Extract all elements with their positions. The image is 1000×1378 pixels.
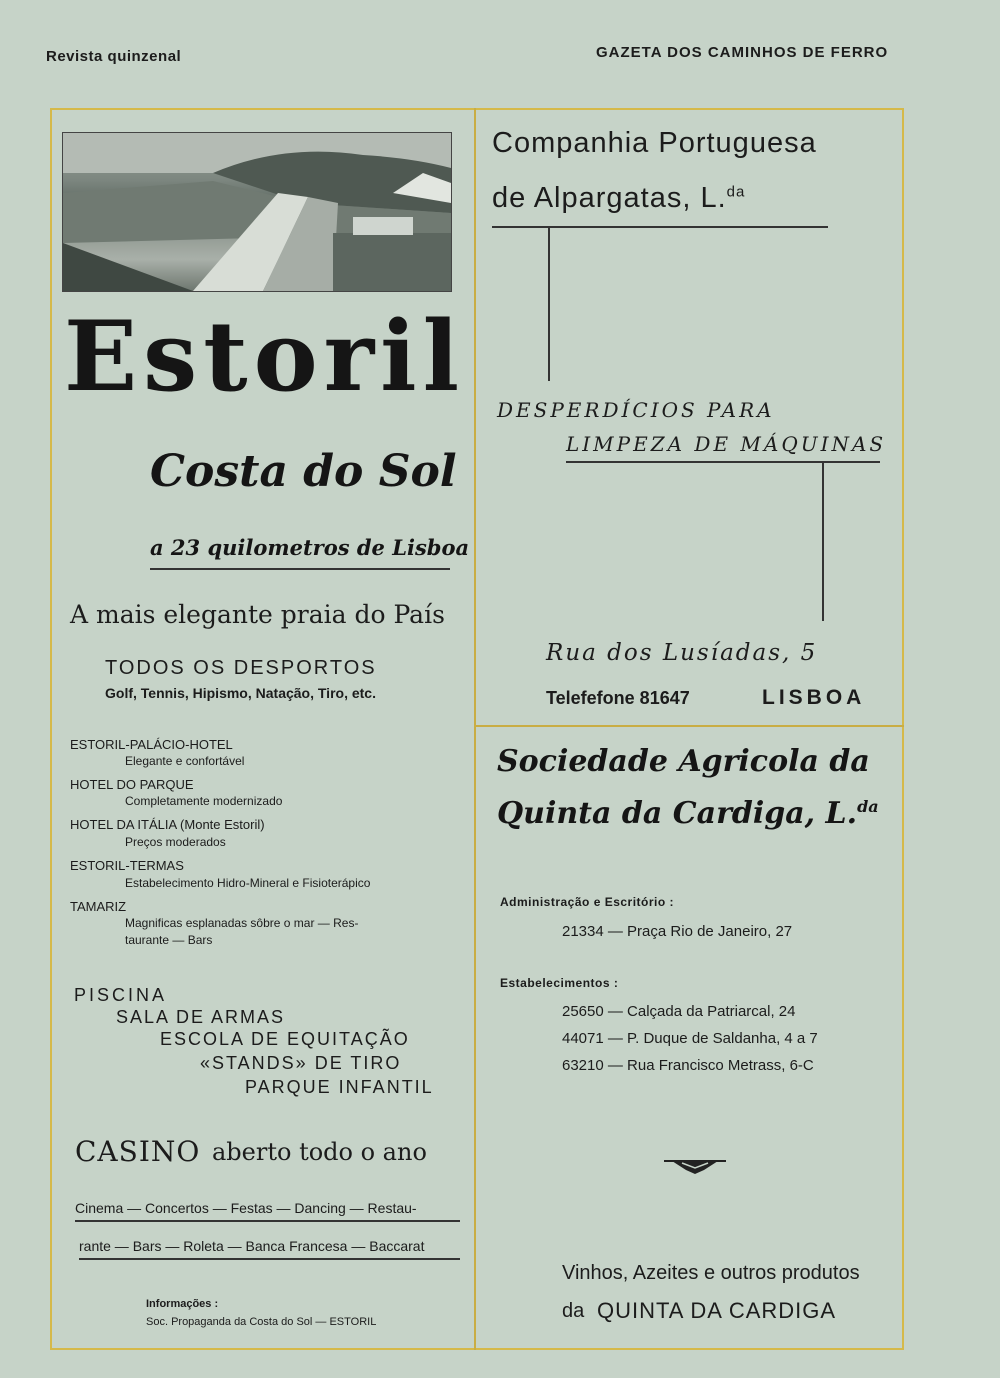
product-line2: LIMPEZA DE MÁQUINAS [566,432,887,456]
column-divider [474,108,476,1350]
alpargatas-rule-mid [566,461,880,463]
facility: PARQUE INFANTIL [245,1077,434,1097]
cardiga-name-text: Quinta da Cardiga, L. [497,796,858,831]
beach-photo [62,132,452,292]
alpargatas-address: Rua dos Lusíadas, 5 [546,640,818,666]
admin-phone: 21334 — Praça Rio de Janeiro, 27 [562,923,793,940]
product-line1: DESPERDÍCIOS PARA [497,398,775,422]
cardiga-name-line2 [497,796,879,831]
hotel-desc: Completamente modernizado [125,794,283,808]
hotel-desc: Elegante e confortável [125,754,245,768]
casino-subtitle: aberto todo o ano [212,1138,427,1166]
alpargatas-phone: Telefefone 81647 [546,688,690,708]
right-column-divider [474,725,904,727]
facility: «STANDS» DE TIRO [200,1053,402,1073]
facility: SALA DE ARMAS [116,1007,286,1027]
establishment-line: 25650 — Calçada da Patriarcal, 24 [562,1003,796,1020]
alpargatas-name-line1: Companhia Portuguesa [492,127,817,159]
hotel-name: ESTORIL-TERMAS [70,858,184,873]
admin-label: Administração e Escritório : [500,895,675,909]
hotel-name: HOTEL DO PARQUE [70,777,194,792]
alpargatas-name-line2 [492,182,745,215]
alpargatas-city: LISBOA [762,686,866,709]
establishment-line: 44071 — P. Duque de Saldanha, 4 a 7 [562,1030,818,1047]
ornament-icon [662,1158,728,1180]
casino-underline [79,1258,460,1260]
journal-frequency: Revista quinzenal [46,48,182,65]
cardiga-name-sup: da [857,797,879,816]
alpargatas-rule-vertical-2 [822,461,824,621]
journal-title: GAZETA DOS CAMINHOS DE FERRO [596,44,889,61]
hotel-desc: taurante — Bars [125,933,213,947]
hotel-desc: Preços moderados [125,835,226,849]
distance-note: a 23 quilometros de Lisboa [150,535,470,560]
sports-list: Golf, Tennis, Hipismo, Natação, Tiro, etc. [105,685,376,701]
establishment-line: 63210 — Rua Francisco Metrass, 6-C [562,1057,814,1074]
hotel-name: HOTEL DA ITÁLIA (Monte Estoril) [70,817,265,832]
cardiga-name-line1: Sociedade Agricola da [497,744,870,779]
costa-do-sol: Costa do Sol [150,446,457,497]
info-text: Soc. Propaganda da Costa do Sol — ESTORIL [146,1316,377,1328]
alpargatas-name-sup: da [726,183,746,201]
casino-underline [75,1220,460,1222]
cardiga-products-da: da [562,1300,585,1322]
casino-title: CASINO [75,1135,201,1168]
alpargatas-rule-vertical [548,226,550,381]
alpargatas-name-text: de Alpargatas, L. [492,182,727,214]
facility: PISCINA [74,985,168,1005]
hotel-name: TAMARIZ [70,899,127,914]
tagline: A mais elegante praia do País [70,600,445,629]
casino-activities: rante — Bars — Roleta — Banca Francesa — Baccarat [79,1238,425,1254]
alpargatas-rule-top [492,226,828,228]
hotel-desc: Magnificas esplanadas sôbre o mar — Res- [125,916,359,930]
sports-title: TODOS OS DESPORTOS [105,657,377,679]
estoril-title: Estoril [64,300,466,413]
info-label: Informações : [146,1298,219,1310]
cardiga-products: Vinhos, Azeites e outros produtos [562,1262,860,1284]
distance-underline [150,568,450,570]
facility: ESCOLA DE EQUITAÇÃO [160,1029,410,1049]
hotel-name: ESTORIL-PALÁCIO-HOTEL [70,737,233,752]
establishments-label: Estabelecimentos : [500,976,619,990]
hotel-desc: Estabelecimento Hidro-Mineral e Fisioterápico [125,876,371,890]
casino-activities: Cinema — Concertos — Festas — Dancing — Restau- [75,1200,417,1216]
cardiga-brand: QUINTA DA CARDIGA [597,1298,837,1323]
